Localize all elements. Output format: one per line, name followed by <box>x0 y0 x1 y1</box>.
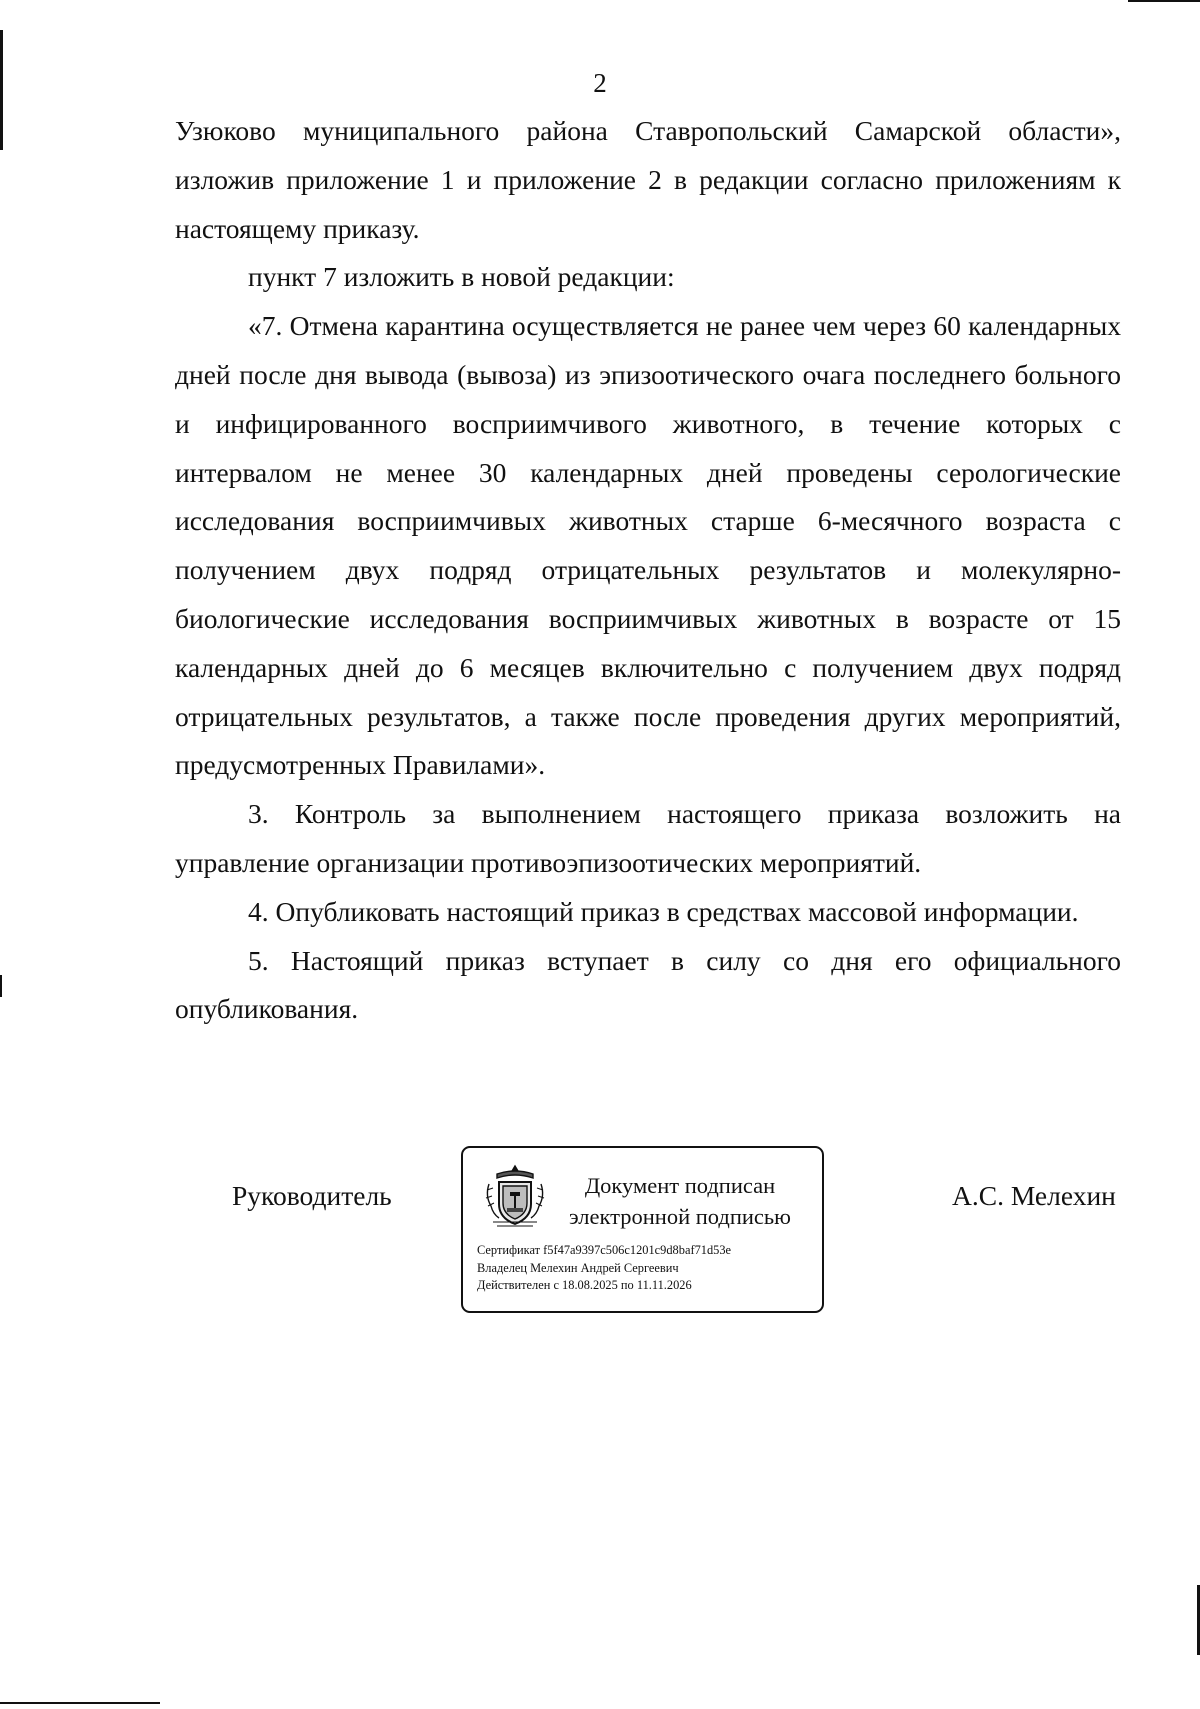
signer-position: Руководитель <box>232 1180 392 1211</box>
page-number: 2 <box>593 68 607 98</box>
paragraph-item-3: 3. Контроль за выполнением настоящего приказа возложить на управление организации противоэпизоотических мероприятий. <box>175 798 1121 878</box>
certificate-details <box>477 1242 731 1295</box>
paragraph-clause-7-text: «7. Отмена карантина осуществляется не ранее чем через 60 календарных дней после дня вывода (вывоза) из эпизоотического очага последнего больного и инфицированного восприимчивого животного, в течение которых с интервалом не менее 30 календарных дней проведены серологические исследования восприимчивых животных старше 6-месячного возраста с получением двух подряд отрицательных результатов и молекулярно-биологические исследования восприимчивых животных в возрасте от 15 календарных дней до 6 месяцев включительно с получением двух подряд отрицательных результатов, а также после проведения других мероприятий, предусмотренных Правилами». <box>175 310 1121 781</box>
paragraph-continuation: Узюково муниципального района Ставропольский Самарской области», изложив приложение 1 и приложение 2 в редакции согласно приложениям к настоящему приказу. <box>175 115 1121 244</box>
paragraph-item-5: 5. Настоящий приказ вступает в силу со дня его официального опубликования. <box>175 944 1121 1025</box>
electronic-signature-stamp <box>461 1146 824 1313</box>
scan-edge-top-right <box>1128 0 1200 2</box>
stamp-heading-line2: электронной подписью <box>569 1204 791 1229</box>
stamp-heading <box>555 1170 805 1232</box>
coat-of-arms-icon <box>483 1162 547 1232</box>
signer-name: А.С. Мелехин <box>952 1180 1116 1211</box>
certificate-owner: Владелец Мелехин Андрей Сергеевич <box>477 1260 679 1275</box>
paragraph-item-4: 4. Опубликовать настоящий приказ в средствах массовой информации. <box>248 895 1079 927</box>
certificate-validity: Действителен с 18.08.2025 по 11.11.2026 <box>477 1278 692 1292</box>
scan-edge-bottom-left <box>0 1702 160 1704</box>
document-body <box>175 107 1121 1034</box>
paragraph-clause-7-intro: пункт 7 изложить в новой редакции: <box>248 261 675 293</box>
scan-edge-left-lower <box>0 975 2 997</box>
certificate-number: Сертификат f5f47a9397c506c1201c9d8baf71d53e <box>477 1243 732 1257</box>
stamp-heading-line1: Документ подписан <box>584 1173 776 1198</box>
